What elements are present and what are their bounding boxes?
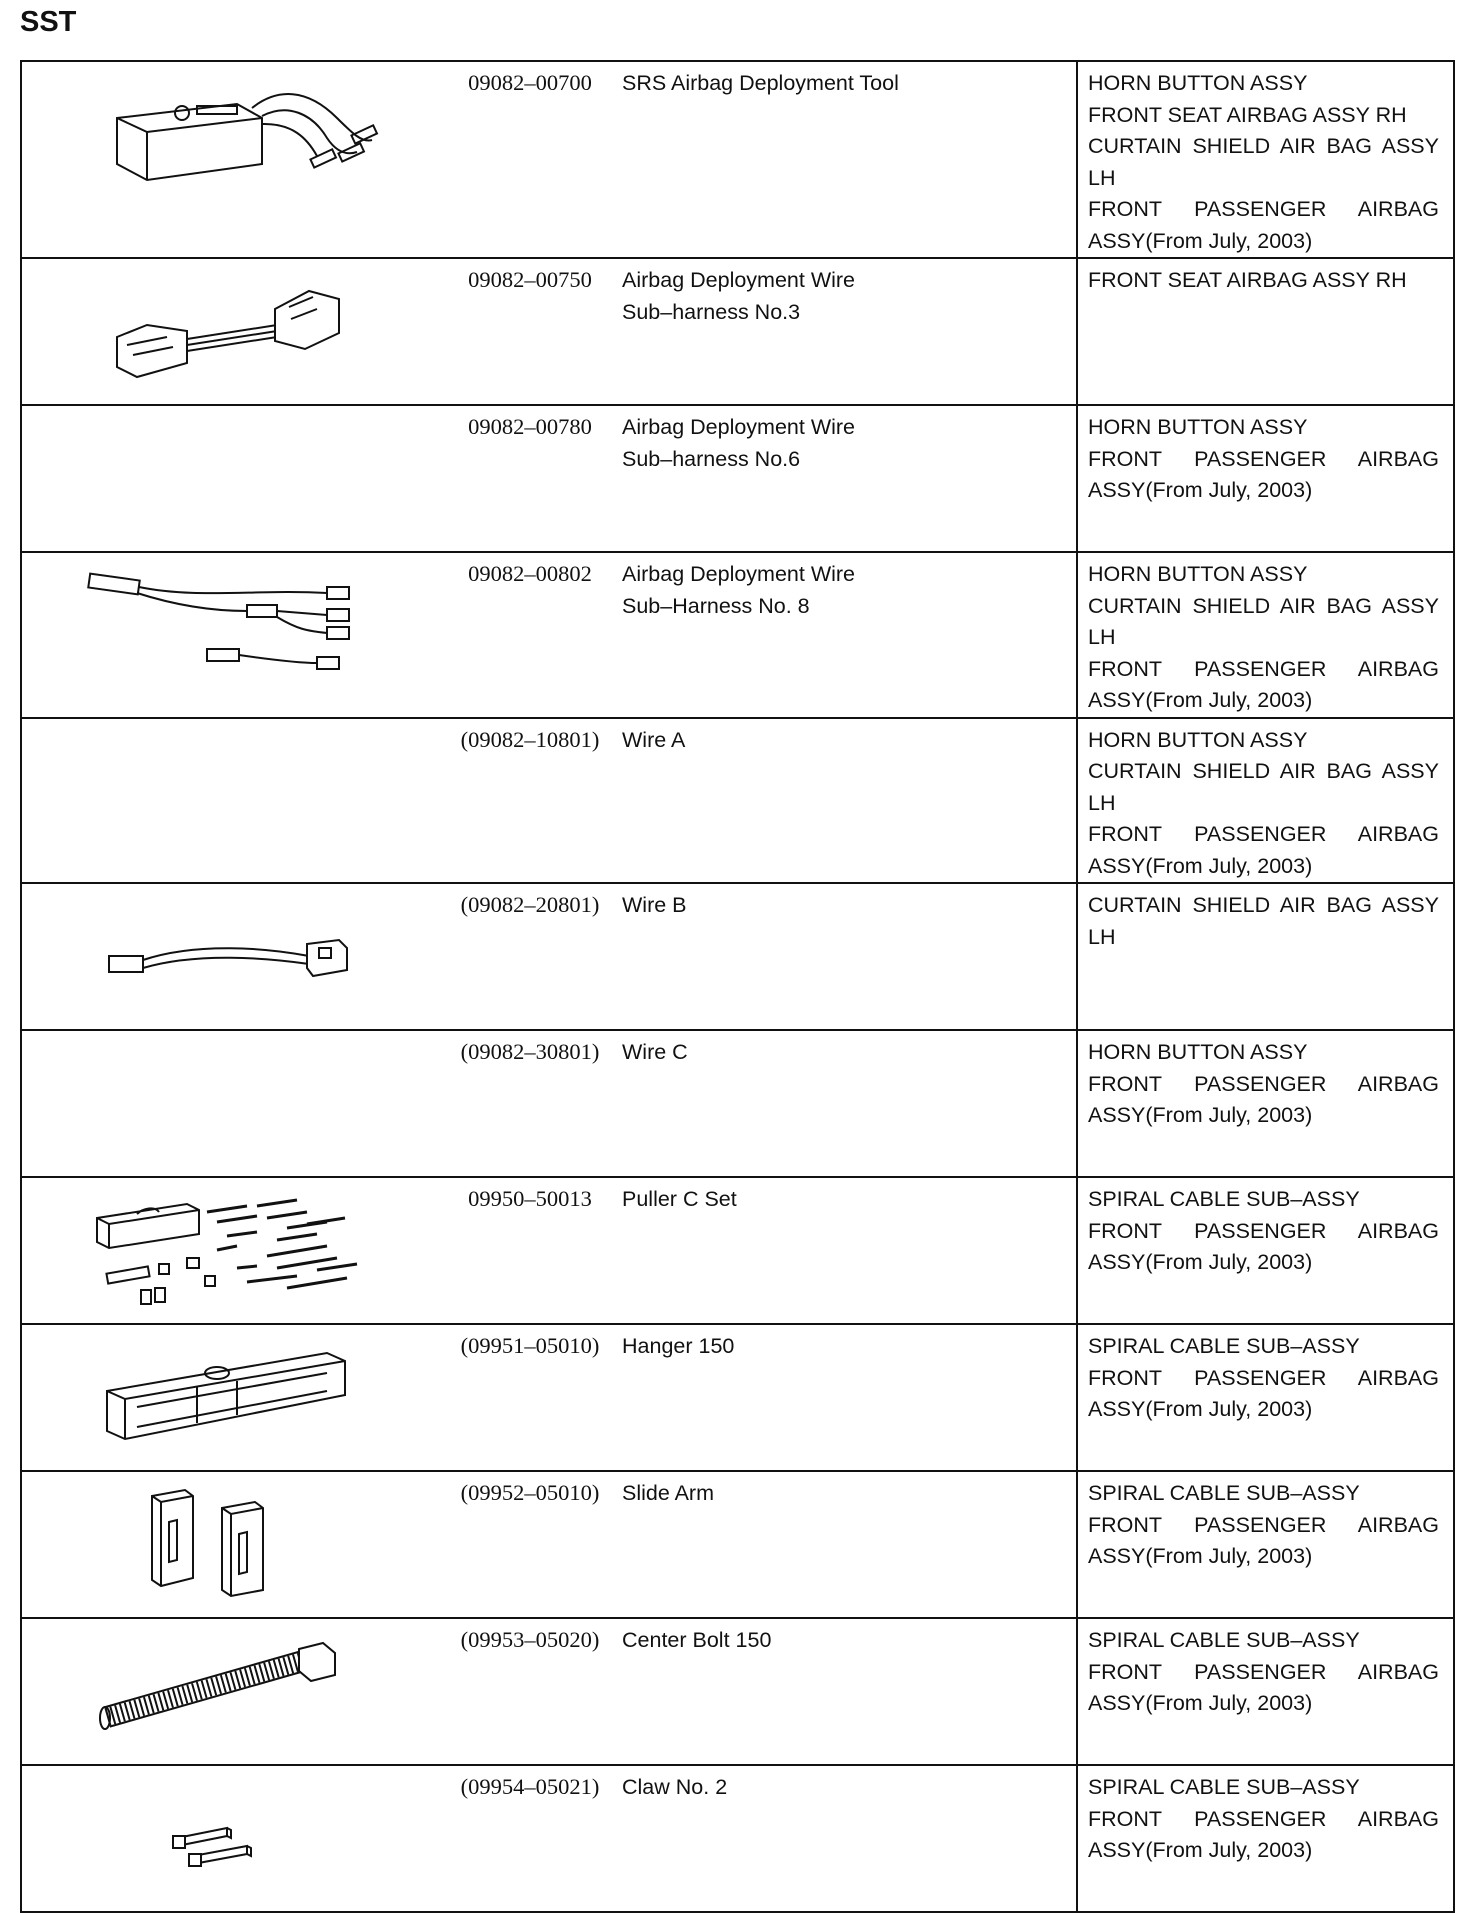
tool-cell (21, 405, 1077, 552)
applicable-part: HORN BUTTON ASSY (1088, 1040, 1308, 1064)
applicable-part: FRONT SEAT AIRBAG ASSY RH (1088, 102, 1407, 127)
applicable-part: FRONT PASSENGER AIRBAG (1088, 656, 1439, 681)
applicable-part: FRONT PASSENGER AIRBAG (1088, 1218, 1439, 1243)
applicable-part: ASSY(From July, 2003) (1088, 228, 1313, 253)
tool-name-line: SRS Airbag Deployment Tool (622, 71, 899, 95)
applicable-part: FRONT PASSENGER AIRBAG (1088, 1512, 1439, 1537)
tool-name-line: Sub–Harness No. 8 (622, 593, 810, 618)
applicable-parts (1077, 1765, 1454, 1912)
claw-icon (77, 1772, 397, 1900)
tool-name-line: Center Bolt 150 (622, 1628, 772, 1652)
applicable-parts (1077, 883, 1454, 1030)
table-row (21, 552, 1454, 718)
applicable-part: SPIRAL CABLE SUB–ASSY (1088, 1481, 1360, 1505)
part-number: 09082–00700 (468, 70, 592, 95)
applicable-part: HORN BUTTON ASSY (1088, 562, 1308, 586)
applicable-part: ASSY(From July, 2003) (1088, 1250, 1313, 1274)
tool-name-line: Claw No. 2 (622, 1775, 728, 1799)
part-number: 09082–00780 (468, 414, 592, 439)
tool-cell (21, 1471, 1077, 1618)
tool-cell (21, 1177, 1077, 1324)
table-row (21, 718, 1454, 884)
part-number: 09082–00750 (468, 267, 592, 292)
table-row (21, 258, 1454, 405)
tool-name-line: Hanger 150 (622, 1334, 735, 1358)
tool-name-line: Puller C Set (622, 1187, 737, 1211)
part-number: (09082–10801) (460, 726, 600, 752)
tool-name (622, 559, 1062, 622)
part-number: 09082–00802 (468, 561, 592, 586)
sub-harness-connector-icon (77, 265, 397, 393)
part-number: 09950–50013 (468, 1186, 592, 1211)
wire-harness-set-icon (77, 559, 397, 687)
tool-name (622, 1772, 1062, 1804)
applicable-parts (1077, 1030, 1454, 1177)
part-number: (09082–30801) (460, 1039, 600, 1064)
table-row (21, 1765, 1454, 1912)
tool-name-line: Airbag Deployment Wire (622, 268, 856, 292)
tool-name-line: Airbag Deployment Wire (622, 562, 856, 586)
part-number: (09082–20801) (460, 892, 600, 917)
applicable-parts (1077, 258, 1454, 405)
table-row (21, 1324, 1454, 1471)
applicable-part: CURTAIN SHIELD AIR BAG ASSY LH (1088, 893, 1439, 949)
applicable-part: CURTAIN SHIELD AIR BAG ASSY LH (1088, 134, 1439, 190)
tool-cell (21, 718, 1077, 884)
tool-name (622, 1331, 1062, 1363)
tool-cell (21, 258, 1077, 405)
tool-name (622, 68, 1062, 100)
applicable-parts (1077, 1177, 1454, 1324)
part-number: (09954–05021) (460, 1774, 600, 1799)
page-title: SST (20, 6, 77, 38)
tool-name-line: Airbag Deployment Wire (622, 415, 856, 439)
applicable-part: FRONT PASSENGER AIRBAG (1088, 1659, 1439, 1684)
applicable-part: ASSY(From July, 2003) (1088, 1544, 1313, 1568)
table-row (21, 883, 1454, 1030)
applicable-part: FRONT PASSENGER AIRBAG (1088, 1071, 1439, 1096)
deployment-tool-icon (77, 68, 397, 196)
tool-cell (21, 1765, 1077, 1912)
part-number: (09952–05010) (460, 1480, 600, 1505)
applicable-part: SPIRAL CABLE SUB–ASSY (1088, 1628, 1360, 1652)
applicable-part: ASSY(From July, 2003) (1088, 688, 1313, 712)
tool-cell (21, 883, 1077, 1030)
applicable-part: FRONT PASSENGER AIRBAG (1088, 822, 1439, 846)
tool-name-line: Sub–harness No.3 (622, 299, 801, 324)
table-row (21, 1618, 1454, 1765)
table-row (21, 1471, 1454, 1618)
applicable-part: ASSY(From July, 2003) (1088, 1397, 1313, 1421)
applicable-parts (1077, 1471, 1454, 1618)
applicable-part: ASSY(From July, 2003) (1088, 478, 1313, 502)
tool-name (622, 890, 1062, 922)
applicable-parts (1077, 405, 1454, 552)
puller-set-icon (77, 1184, 397, 1312)
applicable-part: SPIRAL CABLE SUB–ASSY (1088, 1775, 1360, 1799)
applicable-parts (1077, 552, 1454, 718)
tool-cell (21, 61, 1077, 258)
tool-name (622, 1184, 1062, 1216)
table-row (21, 1177, 1454, 1324)
applicable-part: FRONT PASSENGER AIRBAG (1088, 1365, 1439, 1390)
wire-b-icon (77, 890, 397, 1018)
applicable-parts (1077, 1324, 1454, 1471)
applicable-part: ASSY(From July, 2003) (1088, 853, 1313, 878)
applicable-part: HORN BUTTON ASSY (1088, 727, 1308, 752)
applicable-part: HORN BUTTON ASSY (1088, 71, 1308, 95)
applicable-parts (1077, 1618, 1454, 1765)
tool-name (622, 1478, 1062, 1510)
applicable-part: ASSY(From July, 2003) (1088, 1691, 1313, 1715)
tool-name-line: Sub–harness No.6 (622, 446, 801, 471)
tool-name (622, 265, 1062, 328)
table-row (21, 1030, 1454, 1177)
tool-name-line: Slide Arm (622, 1481, 715, 1505)
applicable-part: CURTAIN SHIELD AIR BAG ASSY LH (1088, 593, 1439, 649)
applicable-parts (1077, 718, 1454, 884)
tool-cell (21, 1618, 1077, 1765)
applicable-part: HORN BUTTON ASSY (1088, 415, 1308, 439)
applicable-part: CURTAIN SHIELD AIR BAG ASSY LH (1088, 759, 1439, 815)
hanger-icon (77, 1331, 397, 1459)
applicable-part: FRONT PASSENGER AIRBAG (1088, 197, 1439, 221)
table-row (21, 61, 1454, 258)
applicable-part: FRONT PASSENGER AIRBAG (1088, 446, 1439, 471)
part-number: (09951–05010) (460, 1333, 600, 1358)
tool-name-line: Wire A (622, 727, 686, 752)
tool-name-line: Wire C (622, 1040, 688, 1064)
slide-arm-icon (77, 1478, 397, 1606)
applicable-part: ASSY(From July, 2003) (1088, 1103, 1313, 1127)
sst-table (20, 60, 1455, 1913)
applicable-part: FRONT PASSENGER AIRBAG (1088, 1806, 1439, 1831)
applicable-part: FRONT SEAT AIRBAG ASSY RH (1088, 268, 1407, 292)
applicable-part: ASSY(From July, 2003) (1088, 1838, 1313, 1862)
tool-name (622, 1625, 1062, 1657)
center-bolt-icon (77, 1625, 397, 1753)
table-row (21, 405, 1454, 552)
applicable-part: SPIRAL CABLE SUB–ASSY (1088, 1187, 1360, 1211)
tool-name (622, 1037, 1062, 1069)
applicable-parts (1077, 61, 1454, 258)
part-number: (09953–05020) (460, 1627, 600, 1652)
tool-name (622, 412, 1062, 475)
tool-name (622, 725, 1062, 757)
tool-name-line: Wire B (622, 893, 687, 917)
applicable-part: SPIRAL CABLE SUB–ASSY (1088, 1334, 1360, 1358)
tool-cell (21, 552, 1077, 718)
tool-cell (21, 1030, 1077, 1177)
tool-cell (21, 1324, 1077, 1471)
